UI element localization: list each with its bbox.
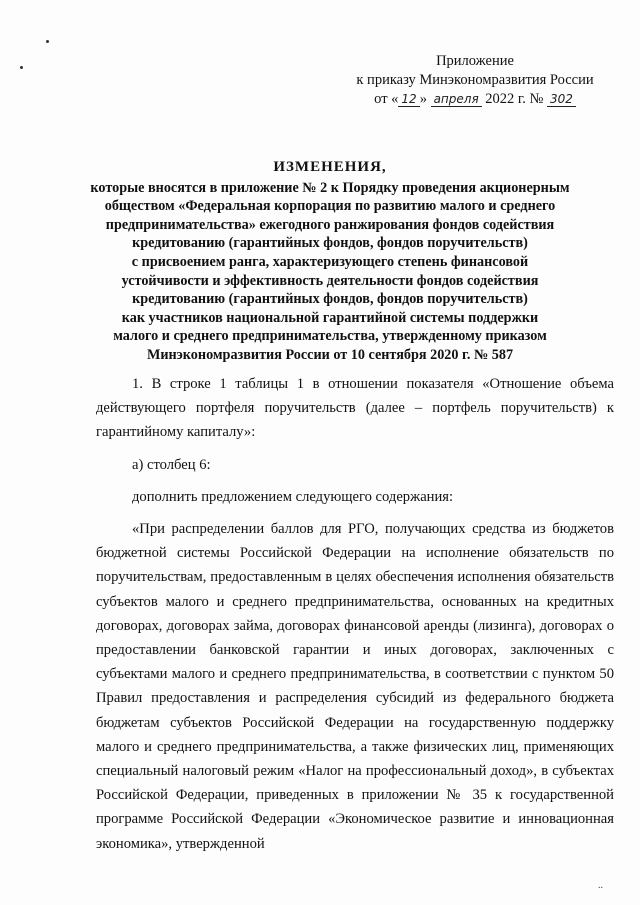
paragraph-2: а) столбец 6: xyxy=(132,456,211,473)
annex-order-ref: к приказу Минэкономразвития России xyxy=(356,72,594,88)
paragraph-4: «При распределении баллов для РГО, получающих средства из бюджетов бюджетной системы Российской Федерации на исполнение обязательств по поручительствам, предоставленным в целях обеспечения исполнения обязательств субъектов малого и среднего предпринимательства, основанных на кредитных договорах, договорах займа, договорах финансовой аренды (лизинга), договорах о предоставлении банковской гарантии и иных договорах, заключенных с субъектами малого и среднего предпринимательства, в соответствии с пунктом 50 Правил предоставления и распределения субсидий из федерального бюджета бюджетам субъектов Российской Федерации на государственную поддержку малого и среднего предпринимательства, а также физических лиц, применяющих специальный налоговый режим «Налог на профессиональный доход», в субъектах Российской Федерации, приведенных в приложении № 35 к государственной программе Российской Федерации «Экономическое развитие и инновационная экономика», утвержденной xyxy=(96,521,614,852)
paragraph-1: 1. В строке 1 таблицы 1 в отношении показателя «Отношение объема действующего портфеля поручительств (далее – портфель поручительств) к гарантийному капиталу»: xyxy=(96,376,614,441)
annex-title: Приложение xyxy=(436,53,514,69)
title-line: устойчивости и эффективность деятельности фондов содействия xyxy=(121,272,539,289)
title-line: с присвоением ранга, характеризующего степень финансовой xyxy=(131,253,529,270)
date-prefix: от « xyxy=(374,91,399,107)
title-line: Минэкономразвития России от 10 сентября 2020 г. № 587 xyxy=(146,346,514,363)
title-line: кредитованию (гарантийных фондов, фондов поручительств) xyxy=(132,235,528,252)
title-line: предпринимательства» ежегодного ранжирования фондов содействия xyxy=(105,216,555,233)
annex-date-line xyxy=(330,90,620,109)
handwritten-day: 12 xyxy=(398,92,419,107)
scan-mark xyxy=(20,66,23,69)
title-line: кредитованию (гарантийных фондов, фондов поручительств) xyxy=(132,291,528,308)
date-close-quote: » xyxy=(419,91,427,107)
continuation-mark: .. xyxy=(598,880,603,891)
paragraph-3: дополнить предложением следующего содержания: xyxy=(132,488,454,505)
document-title xyxy=(70,158,590,365)
year-text: 2022 г. № xyxy=(485,91,544,107)
handwritten-month: апреля xyxy=(431,92,482,107)
document-body xyxy=(96,372,614,856)
title-line: обществом «Федеральная корпорация по развитию малого и среднего xyxy=(104,198,556,215)
scan-mark xyxy=(46,40,49,43)
title-heading: ИЗМЕНЕНИЯ, xyxy=(273,159,387,175)
handwritten-order-number: 302 xyxy=(547,92,576,107)
title-line: которые вносятся в приложение № 2 к Порядку проведения акционерным xyxy=(90,179,570,196)
annex-header xyxy=(330,52,620,109)
title-line: малого и среднего предпринимательства, утвержденному приказом xyxy=(113,328,547,345)
title-line: как участников национальной гарантийной системы поддержки xyxy=(121,309,539,326)
